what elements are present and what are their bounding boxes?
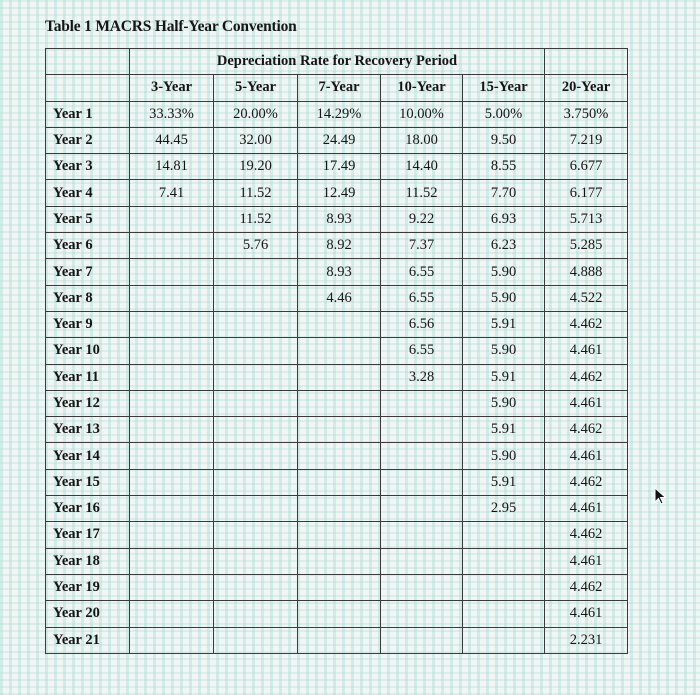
- rate-cell: [214, 496, 298, 522]
- rate-cell: [214, 548, 298, 574]
- rate-cell: 4.461: [545, 338, 628, 364]
- row-label: Year 9: [46, 311, 130, 337]
- rate-cell: 14.29%: [298, 101, 381, 127]
- table-row: [46, 417, 628, 443]
- rate-cell: [130, 469, 214, 495]
- rate-cell: 4.461: [545, 601, 628, 627]
- row-label: Year 2: [46, 127, 130, 153]
- table-row: [46, 311, 628, 337]
- rate-cell: 4.461: [545, 496, 628, 522]
- rate-cell: [214, 627, 298, 653]
- rate-cell: 11.52: [381, 180, 463, 206]
- table-row: [46, 469, 628, 495]
- rate-cell: 24.49: [298, 127, 381, 153]
- column-header: 15-Year: [463, 75, 545, 101]
- rate-cell: 4.462: [545, 417, 628, 443]
- rate-cell: 5.91: [463, 364, 545, 390]
- table-row: [46, 154, 628, 180]
- rate-cell: [130, 259, 214, 285]
- rate-cell: 5.91: [463, 469, 545, 495]
- rate-cell: [130, 206, 214, 232]
- rate-cell: 14.81: [130, 154, 214, 180]
- rate-cell: [130, 522, 214, 548]
- table-title: Table 1 MACRS Half-Year Convention: [45, 18, 297, 35]
- rate-cell: [130, 627, 214, 653]
- row-label: Year 20: [46, 601, 130, 627]
- rate-cell: [130, 574, 214, 600]
- rate-cell: [298, 443, 381, 469]
- table-row: [46, 443, 628, 469]
- rate-cell: 4.461: [545, 548, 628, 574]
- table-row: [46, 496, 628, 522]
- rate-cell: 11.52: [214, 180, 298, 206]
- rate-cell: 4.462: [545, 311, 628, 337]
- rate-cell: [130, 496, 214, 522]
- group-header-spacer: [545, 49, 628, 75]
- rate-cell: [130, 311, 214, 337]
- rate-cell: [298, 496, 381, 522]
- rate-cell: [214, 285, 298, 311]
- table-header-row: [46, 75, 628, 101]
- rate-cell: [298, 311, 381, 337]
- rate-cell: 6.677: [545, 154, 628, 180]
- rate-cell: [298, 417, 381, 443]
- rate-cell: [381, 496, 463, 522]
- table-row: [46, 627, 628, 653]
- rate-cell: 4.462: [545, 364, 628, 390]
- rate-cell: [214, 259, 298, 285]
- rate-cell: [381, 417, 463, 443]
- rate-cell: [214, 469, 298, 495]
- column-header: 7-Year: [298, 75, 381, 101]
- rate-cell: 4.462: [545, 522, 628, 548]
- macrs-table: [45, 48, 628, 654]
- table-body: [46, 101, 628, 653]
- rate-cell: [130, 233, 214, 259]
- rate-cell: [381, 601, 463, 627]
- rate-cell: 4.522: [545, 285, 628, 311]
- rate-cell: 5.90: [463, 338, 545, 364]
- table-row: [46, 390, 628, 416]
- group-header: Depreciation Rate for Recovery Period: [130, 49, 545, 75]
- rate-cell: 5.90: [463, 390, 545, 416]
- rate-cell: 5.90: [463, 285, 545, 311]
- row-label: Year 5: [46, 206, 130, 232]
- rate-cell: 32.00: [214, 127, 298, 153]
- rate-cell: 8.93: [298, 259, 381, 285]
- rate-cell: [381, 522, 463, 548]
- rate-cell: 5.76: [214, 233, 298, 259]
- rate-cell: 4.462: [545, 469, 628, 495]
- table-row: [46, 548, 628, 574]
- column-header: 20-Year: [545, 75, 628, 101]
- rate-cell: 8.92: [298, 233, 381, 259]
- rate-cell: [463, 548, 545, 574]
- rate-cell: 6.93: [463, 206, 545, 232]
- table-row: [46, 574, 628, 600]
- column-header: 10-Year: [381, 75, 463, 101]
- rate-cell: [298, 522, 381, 548]
- table-row: [46, 180, 628, 206]
- rate-cell: [463, 627, 545, 653]
- rate-cell: [214, 601, 298, 627]
- rate-cell: [214, 443, 298, 469]
- table-row: [46, 601, 628, 627]
- rate-cell: [381, 469, 463, 495]
- row-label: Year 12: [46, 390, 130, 416]
- rate-cell: [381, 574, 463, 600]
- rate-cell: [130, 443, 214, 469]
- table-row: [46, 259, 628, 285]
- rate-cell: 9.22: [381, 206, 463, 232]
- rate-cell: 5.00%: [463, 101, 545, 127]
- rate-cell: 5.90: [463, 259, 545, 285]
- row-label: Year 11: [46, 364, 130, 390]
- rate-cell: [130, 390, 214, 416]
- rate-cell: 2.231: [545, 627, 628, 653]
- rate-cell: 20.00%: [214, 101, 298, 127]
- rate-cell: [463, 574, 545, 600]
- rate-cell: [381, 443, 463, 469]
- row-label: Year 19: [46, 574, 130, 600]
- rate-cell: 18.00: [381, 127, 463, 153]
- table-row: [46, 338, 628, 364]
- rate-cell: 5.713: [545, 206, 628, 232]
- rate-cell: [130, 364, 214, 390]
- rate-cell: 7.70: [463, 180, 545, 206]
- rate-cell: [381, 548, 463, 574]
- row-label: Year 15: [46, 469, 130, 495]
- row-label: Year 1: [46, 101, 130, 127]
- rate-cell: 17.49: [298, 154, 381, 180]
- row-label: Year 17: [46, 522, 130, 548]
- table-row: [46, 285, 628, 311]
- header-corner-cell: [46, 75, 130, 101]
- rate-cell: [214, 574, 298, 600]
- rate-cell: [298, 601, 381, 627]
- row-label: Year 3: [46, 154, 130, 180]
- rate-cell: [381, 390, 463, 416]
- rate-cell: [214, 338, 298, 364]
- rate-cell: [130, 338, 214, 364]
- rate-cell: [298, 469, 381, 495]
- row-label: Year 16: [46, 496, 130, 522]
- rate-cell: 7.41: [130, 180, 214, 206]
- rate-cell: 14.40: [381, 154, 463, 180]
- rate-cell: [130, 417, 214, 443]
- rate-cell: 5.91: [463, 417, 545, 443]
- arrow-pointer-icon: [654, 487, 668, 505]
- table-row: [46, 233, 628, 259]
- row-label: Year 13: [46, 417, 130, 443]
- column-header: 5-Year: [214, 75, 298, 101]
- rate-cell: [214, 522, 298, 548]
- rate-cell: [214, 417, 298, 443]
- rate-cell: 4.461: [545, 390, 628, 416]
- rate-cell: 4.461: [545, 443, 628, 469]
- row-label: Year 7: [46, 259, 130, 285]
- rate-cell: 5.285: [545, 233, 628, 259]
- rate-cell: [298, 548, 381, 574]
- row-label: Year 6: [46, 233, 130, 259]
- rate-cell: 12.49: [298, 180, 381, 206]
- rate-cell: 4.46: [298, 285, 381, 311]
- rate-cell: 4.462: [545, 574, 628, 600]
- rate-cell: [130, 285, 214, 311]
- rate-cell: [298, 574, 381, 600]
- row-label: Year 14: [46, 443, 130, 469]
- rate-cell: 6.55: [381, 285, 463, 311]
- rate-cell: [214, 364, 298, 390]
- rate-cell: [130, 601, 214, 627]
- rate-cell: 7.37: [381, 233, 463, 259]
- rate-cell: [463, 522, 545, 548]
- rate-cell: 3.750%: [545, 101, 628, 127]
- row-label: Year 8: [46, 285, 130, 311]
- rate-cell: 10.00%: [381, 101, 463, 127]
- rate-cell: 6.177: [545, 180, 628, 206]
- rate-cell: 44.45: [130, 127, 214, 153]
- rate-cell: [130, 548, 214, 574]
- rate-cell: 33.33%: [130, 101, 214, 127]
- row-label: Year 18: [46, 548, 130, 574]
- rate-cell: 8.93: [298, 206, 381, 232]
- rate-cell: 6.56: [381, 311, 463, 337]
- rate-cell: 7.219: [545, 127, 628, 153]
- table-row: [46, 364, 628, 390]
- rate-cell: 5.91: [463, 311, 545, 337]
- row-label: Year 4: [46, 180, 130, 206]
- table-row: [46, 206, 628, 232]
- rate-cell: 11.52: [214, 206, 298, 232]
- rate-cell: 19.20: [214, 154, 298, 180]
- table-row: [46, 101, 628, 127]
- row-label: Year 21: [46, 627, 130, 653]
- rate-cell: 6.23: [463, 233, 545, 259]
- rate-cell: 3.28: [381, 364, 463, 390]
- table-row: [46, 127, 628, 153]
- rate-cell: 4.888: [545, 259, 628, 285]
- column-header: 3-Year: [130, 75, 214, 101]
- table-group-header-row: [46, 49, 628, 75]
- rate-cell: [298, 390, 381, 416]
- rate-cell: [463, 601, 545, 627]
- rate-cell: [298, 364, 381, 390]
- rate-cell: 9.50: [463, 127, 545, 153]
- corner-cell: [46, 49, 130, 75]
- rate-cell: 6.55: [381, 338, 463, 364]
- table-row: [46, 522, 628, 548]
- rate-cell: [298, 338, 381, 364]
- rate-cell: 8.55: [463, 154, 545, 180]
- rate-cell: 2.95: [463, 496, 545, 522]
- row-label: Year 10: [46, 338, 130, 364]
- rate-cell: [214, 311, 298, 337]
- rate-cell: [214, 390, 298, 416]
- rate-cell: [298, 627, 381, 653]
- rate-cell: [381, 627, 463, 653]
- rate-cell: 5.90: [463, 443, 545, 469]
- rate-cell: 6.55: [381, 259, 463, 285]
